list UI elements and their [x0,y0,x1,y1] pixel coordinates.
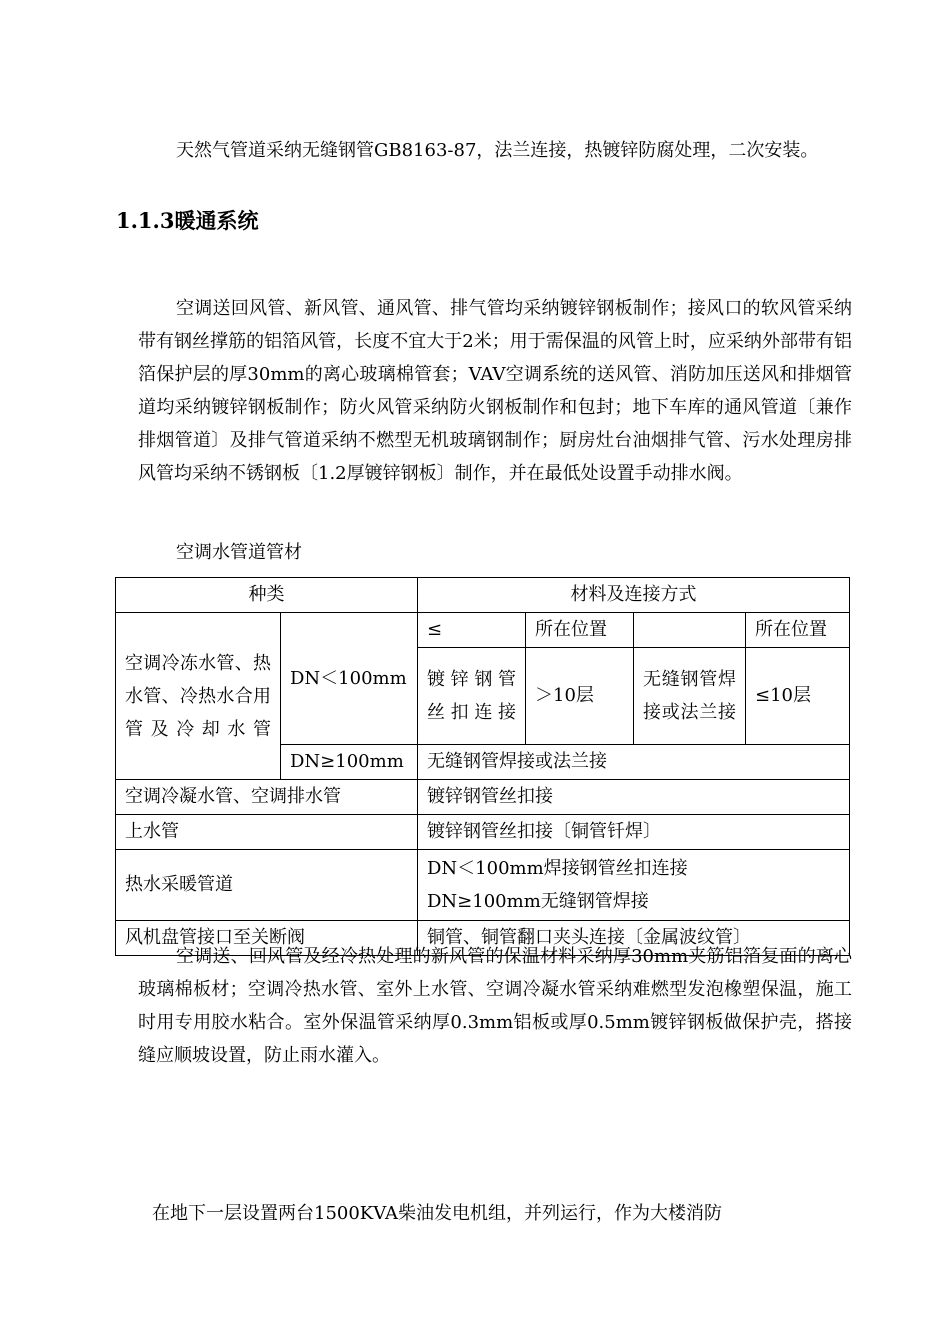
seamless-weld-flange-cell: 无缝钢管焊接或法兰接 [634,648,746,745]
table-row [116,613,850,648]
section-heading: 1.1.3暖通系统 [116,208,259,233]
fancoil-material-cell: 铜管、铜管翻口夹头连接〔金属波纹管〕 [418,921,850,956]
header-type: 种类 [116,578,418,613]
condensate-type-cell: 空调冷凝水管、空调排水管 [116,780,418,815]
pipe-material-table [115,577,850,956]
le10-cell: ≤10层 [746,648,850,745]
heating-type-cell: 热水采暖管道 [116,850,418,921]
condensate-material-cell: 镀锌钢管丝扣接 [418,780,850,815]
sub-le-cell: ≤ [418,613,526,648]
header-material: 材料及连接方式 [418,578,850,613]
dn-large-material-cell: 无缝钢管焊接或法兰接 [418,745,850,780]
gt10-cell: ＞10层 [526,648,634,745]
sub-location-2-cell: 所在位置 [746,613,850,648]
table-row [116,780,850,815]
table-caption: 空调水管道管材 [176,542,302,563]
fancoil-type-cell: 风机盘管接口至关断阀 [116,921,418,956]
dn-small-cell: DN＜100mm [281,613,418,745]
chilled-type-cell: 空调冷冻水管、热水管、冷热水合用管及冷却水管 [116,613,281,780]
insulation-paragraph: 空调送、回风管及经冷热处理的新风管的保温材料采纳厚30mm夹筋铝箔复面的离心玻璃棉板材；空调冷热水管、室外上水管、空调冷凝水管采纳难燃型发泡橡塑保温，施工时用专用胶水粘合。室外保温管采纳厚0.3mm铝板或厚0.5mm镀锌钢板做保护壳，搭接缝应顺坡设置，防止雨水灌入。 [138,946,852,1066]
table-row [116,815,850,850]
generator-paragraph: 在地下一层设置两台1500KVA柴油发电机组，并列运行，作为大楼消防 [152,1203,723,1224]
table-row [116,850,850,921]
heating-material-cell [418,850,850,921]
supply-material-cell: 镀锌钢管丝扣接〔铜管钎焊〕 [418,815,850,850]
intro-paragraph: 天然气管道采纳无缝钢管GB8163-87，法兰连接，热镀锌防腐处理，二次安装。 [176,140,819,161]
supply-type-cell: 上水管 [116,815,418,850]
sub-blank-cell [634,613,746,648]
dn-large-cell: DN≥100mm [281,745,418,780]
heating-material-line-1: DN＜100mm焊接钢管丝扣连接 [427,858,688,879]
heating-material-line-2: DN≥100mm无缝钢管焊接 [427,891,649,912]
hvac-paragraph: 空调送回风管、新风管、通风管、排气管均采纳镀锌钢板制作；接风口的软风管采纳带有钢丝撑筋的铝箔风管，长度不宜大于2米；用于需保温的风管上时，应采纳外部带有铝箔保护层的厚30mm的离心玻璃棉管套；VAV空调系统的送风管、消防加压送风和排烟管道均采纳镀锌钢板制作；防火风管采纳防火钢板制作和包封；地下车库的通风管道〔兼作排烟管道〕及排气管道采纳不燃型无机玻璃钢制作；厨房灶台油烟排气管、污水处理房排风管均采纳不锈钢板〔1.2厚镀锌钢板〕制作，并在最低处设置手动排水阀。 [138,298,852,484]
sub-location-1-cell: 所在位置 [526,613,634,648]
galv-thread-cell: 镀锌钢管丝扣连接 [418,648,526,745]
table-row [116,578,850,613]
